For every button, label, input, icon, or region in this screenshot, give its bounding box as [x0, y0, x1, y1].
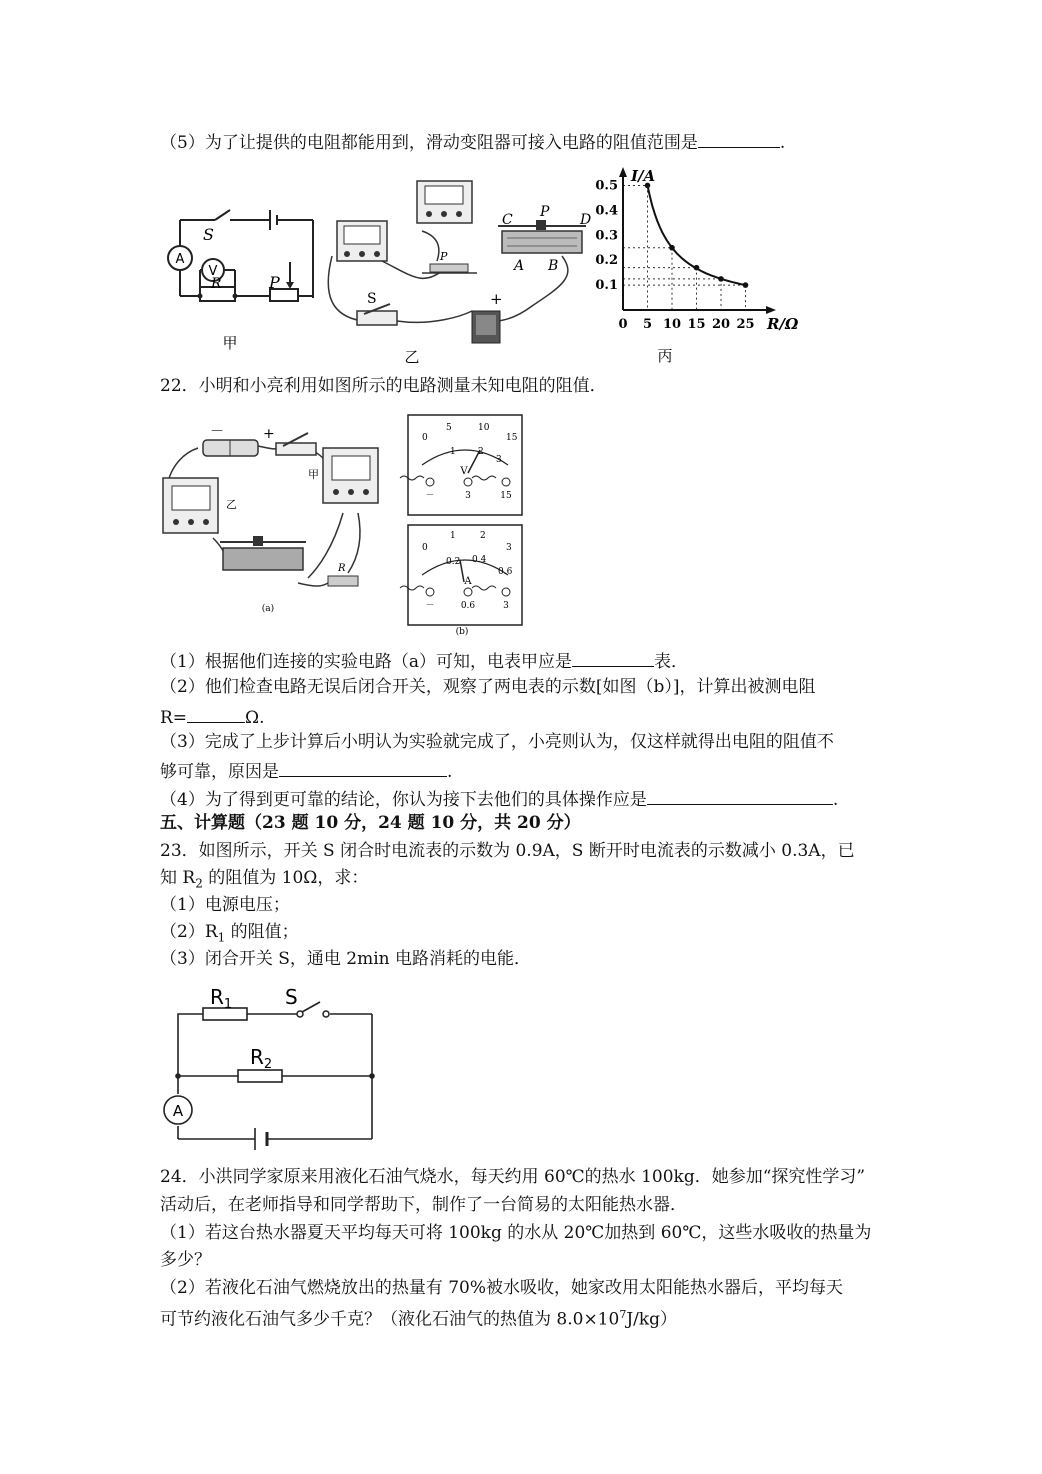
- figure-bing-chart: [595, 165, 805, 370]
- q22-stem: 22．小明和小亮利用如图所示的电路测量未知电阻的阻值．: [160, 376, 607, 396]
- bing-data-point: [669, 245, 675, 251]
- bing-data-point: [718, 276, 724, 282]
- q23-line1: 23．如图所示，开关 S 闭合时电流表的示数为 0.9A，S 断开时电流表的示数减小 0.3A，已: [160, 841, 855, 861]
- a-terminal-3: 3: [503, 601, 509, 611]
- q23-part1: （1）电源电压；: [160, 895, 290, 915]
- yi-d-label: D: [580, 212, 592, 228]
- a-tick-3: 3: [506, 543, 512, 553]
- v-terminal-15: 15: [500, 491, 512, 501]
- q22-minus-label: －: [210, 424, 224, 440]
- q21-part5-text: （5）为了让提供的电阻都能用到，滑动变阻器可接入电路的阻值范围是: [160, 133, 698, 153]
- v-tick-1: 1: [450, 447, 456, 457]
- q24-part2-line2-a: 可节约液化石油气多少千克？（液化石油气的热值为 8.0×10: [160, 1309, 620, 1330]
- yi-switch-icon: [357, 304, 397, 325]
- q23-line2-a: 知 R: [160, 868, 196, 888]
- q22-plus-label: +: [263, 426, 275, 442]
- q22-battery-icon: [203, 440, 258, 456]
- q22-part2-r: R=: [160, 708, 188, 728]
- q24-part2-line1: （2）若液化石油气燃烧放出的热量有 70%被水吸收，她家改用太阳能热水器后，平均每天: [160, 1278, 844, 1298]
- q22-part2-blank[interactable]: [187, 704, 245, 723]
- q22-rheostat-icon: [220, 536, 306, 570]
- yi-b-label: B: [548, 258, 559, 274]
- bing-xlabel: R/Ω: [767, 315, 799, 333]
- q23-line2: [160, 867, 368, 894]
- q22-part3-text: 够可靠，原因是: [160, 762, 279, 782]
- q21-part5-line: [160, 129, 785, 154]
- q22-part3-blank[interactable]: [279, 758, 447, 777]
- q22-part3-line2: [160, 758, 452, 783]
- q22-resistor-icon: [328, 576, 358, 586]
- q22-part4-end: .: [832, 790, 839, 810]
- yi-voltmeter-icon: [417, 181, 472, 223]
- q22-part4-line: [160, 786, 838, 811]
- q23-part3: （3）闭合开关 S，通电 2min 电路消耗的电能．: [160, 949, 531, 969]
- a-tick-1: 1: [450, 531, 456, 541]
- q22-part2-line2: [160, 704, 265, 729]
- v-tick-5: 5: [446, 423, 452, 433]
- q22-part3-end: .: [447, 762, 453, 782]
- q23-line2-b: 的阻值为 10Ω，求：: [202, 868, 369, 888]
- bing-caption: 丙: [657, 347, 673, 365]
- bing-y-tick: 0.1: [595, 278, 618, 294]
- section5-heading: 五、计算题（23 题 10 分，24 题 10 分，共 20 分）: [160, 813, 581, 833]
- v-tick-15: 15: [506, 433, 518, 443]
- q22-part3-line1: （3）完成了上步计算后小明认为实验就完成了，小亮则认为，仅这样就得出电阻的阻值不: [160, 732, 834, 752]
- bing-x-tick: 15: [687, 317, 706, 332]
- q23-part2: [160, 921, 299, 948]
- yi-resistor-label: P: [440, 250, 448, 263]
- q24-part2-line2: [160, 1304, 677, 1331]
- a-terminal-0.6: 0.6: [460, 601, 476, 611]
- q22-meter-jia-label: 甲: [308, 468, 319, 481]
- v-tick-10: 10: [478, 423, 490, 433]
- q23-r1-label: $R_1$: [210, 985, 233, 1012]
- q23-ammeter-label: A: [172, 1102, 184, 1120]
- q23-part2-a: （2）R: [160, 922, 218, 942]
- bing-ylabel: I/A: [631, 167, 656, 185]
- yi-c-label: C: [502, 212, 513, 228]
- q22-figure-a: [158, 418, 403, 618]
- bing-x-tick: 10: [662, 317, 682, 332]
- voltmeter-dial: [400, 415, 522, 515]
- q22-meter-yi-label: 乙: [226, 498, 237, 511]
- q21-part5-blank[interactable]: [698, 129, 780, 148]
- v-terminal-3: 3: [465, 491, 471, 501]
- q24-line1: 24．小洪同学家原来用液化石油气烧水，每天约用 60℃的热水 100kg．她参加“探究性学习”: [160, 1167, 866, 1187]
- bing-y-tick: 0.2: [595, 253, 618, 269]
- a-terminal-neg: －: [425, 601, 435, 611]
- q21-part5-end: .: [779, 133, 786, 153]
- q22-figure-b: [400, 410, 530, 635]
- q22-part1-line: [160, 648, 688, 673]
- q24-part1-line2: 多少？: [160, 1250, 211, 1270]
- q23-part2-b: 的阻值；: [225, 922, 299, 942]
- bing-y-tick: 0.4: [595, 203, 618, 219]
- q22-meter-jia-icon: [323, 448, 378, 503]
- q24-part1-line1: （1）若这台热水器夏天平均每天可将 100kg 的水从 20℃加热到 60℃，这些水吸收的热量为: [160, 1223, 872, 1243]
- jia-resistor-label: R: [211, 276, 222, 292]
- yi-ammeter-icon: [337, 221, 387, 261]
- bing-y-tick: 0.5: [595, 178, 618, 194]
- v-tick-3: 3: [496, 455, 502, 465]
- a-symbol: A: [464, 576, 472, 587]
- a-tick-2: 2: [480, 531, 486, 541]
- q23-r2-label: $R_2$: [250, 1045, 273, 1072]
- a-tick-0.4: 0.4: [472, 555, 487, 565]
- a-tick-0.2: 0.2: [446, 557, 461, 567]
- q22-part2-unit: Ω.: [245, 708, 265, 728]
- q22-part1-end: 表．: [653, 652, 688, 672]
- bing-x-tick: 0: [618, 317, 628, 332]
- bing-x-tick: 20: [711, 317, 731, 332]
- bing-data-point: [694, 265, 700, 271]
- v-tick-0: 0: [422, 433, 428, 443]
- yi-plus-label: +: [490, 290, 503, 308]
- q22-part1-text: （1）根据他们连接的实验电路（a）可知，电表甲应是: [160, 652, 572, 672]
- yi-resistor-icon: [422, 264, 477, 273]
- bing-x-tick: 5: [642, 317, 653, 332]
- yi-p-label: P: [540, 204, 550, 220]
- q22-r-label: R: [338, 563, 346, 574]
- q24-part2-line2-b: J/kg）: [626, 1309, 678, 1330]
- bing-x-tick: 25: [736, 317, 755, 332]
- jia-caption: 甲: [222, 334, 238, 352]
- q22-part4-text: （4）为了得到更可靠的结论，你认为接下去他们的具体操作应是: [160, 790, 647, 810]
- q24-line2: 活动后，在老师指导和同学帮助下，制作了一台简易的太阳能热水器．: [160, 1195, 687, 1215]
- q22-part2-line1: （2）他们检查电路无误后闭合开关，观察了两电表的示数[如图（b）]，计算出被测电阻: [160, 677, 816, 697]
- q22-part1-blank[interactable]: [572, 648, 654, 667]
- q23-circuit: [160, 982, 385, 1142]
- q22-switch-icon: [276, 433, 316, 455]
- yi-a-label: A: [514, 258, 525, 274]
- jia-ammeter-label: A: [175, 252, 185, 267]
- v-tick-2: 2: [478, 447, 484, 457]
- jia-voltmeter-label: V: [208, 264, 218, 279]
- q22-fig-a-caption: (a): [261, 604, 275, 614]
- q22-fig-b-caption: (b): [455, 627, 469, 637]
- q22-meter-yi-icon: [163, 478, 218, 533]
- v-symbol: V: [460, 466, 468, 477]
- bing-y-tick: 0.3: [595, 228, 618, 244]
- q24-part2-exp: 7: [619, 1308, 627, 1321]
- yi-caption: 乙: [404, 348, 420, 366]
- jia-slider-label: P: [269, 273, 280, 292]
- yi-switch-label: S: [367, 291, 377, 307]
- ammeter-dial: [400, 525, 522, 625]
- q23-line2-sub: 2: [195, 876, 203, 891]
- q23-part2-sub: 1: [217, 930, 226, 945]
- a-tick-0.6: 0.6: [498, 567, 513, 577]
- jia-switch-label: S: [203, 225, 214, 244]
- v-terminal-neg: －: [425, 491, 435, 501]
- q22-part4-blank[interactable]: [647, 786, 833, 805]
- bing-data-point: [743, 282, 749, 288]
- figure-yi-apparatus: [322, 176, 592, 366]
- figure-jia-circuit: [155, 200, 320, 360]
- q23-switch-label: S: [285, 985, 298, 1009]
- a-tick-0: 0: [422, 543, 428, 553]
- yi-battery-icon: [472, 311, 500, 343]
